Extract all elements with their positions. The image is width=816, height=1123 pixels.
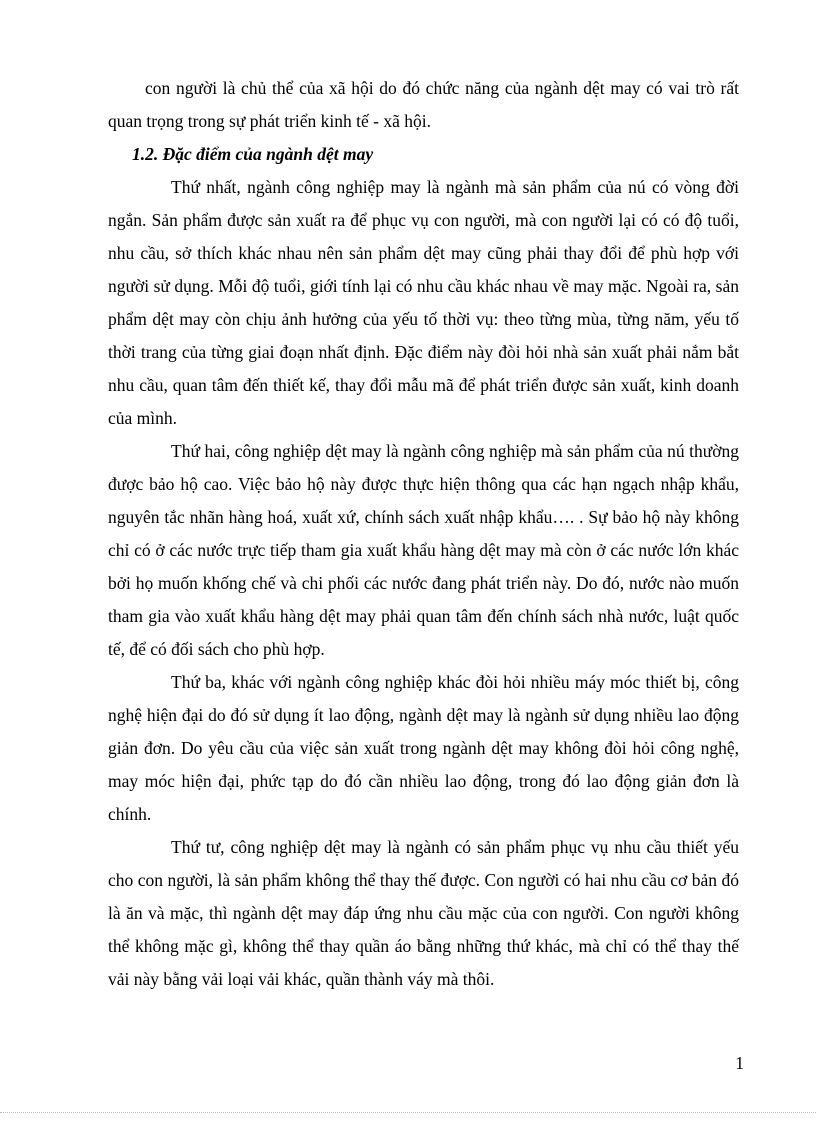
paragraph-1: Thứ nhất, ngành công nghiệp may là ngành mà sản phẩm của nú có vòng đời ngắn. Sản phẩm được sản xuất ra để phục vụ con người, mà con người lại có có độ tuổi, nhu cầu, sở thích khác nhau nên sản phẩm dệt may cũng phải thay đổi để phù hợp với người sử dụng. Mỗi độ tuổi, giới tính lại có nhu cầu khác nhau về may mặc. Ngoài ra, sản phẩm dệt may còn chịu ảnh hưởng của yếu tố thời vụ: theo từng mùa, từng năm, yếu tố thời trang của từng giai đoạn nhất định. Đặc điểm này đòi hỏi nhà sản xuất phải nắm bắt nhu cầu, quan tâm đến thiết kế, thay đổi mẫu mã để phát triển được sản xuất, kinh doanh của mình.	[108, 177, 739, 428]
document-page	[108, 72, 739, 996]
section-heading: 1.2. Đặc điểm của ngành dệt may	[132, 144, 374, 164]
footer-divider	[0, 1112, 816, 1113]
paragraph-4: Thứ tư, công nghiệp dệt may là ngành có sản phẩm phục vụ nhu cầu thiết yếu cho con người, là sản phẩm không thể thay thế được. Con người có hai nhu cầu cơ bản đó là ăn và mặc, thì ngành dệt may đáp ứng nhu cầu mặc của con người. Con người không thể không mặc gì, không thể thay quần áo bằng những thứ khác, mà chỉ có thể thay thế vải này bằng vải loại vải khác, quần thành váy mà thôi.	[108, 837, 739, 989]
page-number: 1	[735, 1053, 744, 1073]
paragraph-3: Thứ ba, khác với ngành công nghiệp khác đòi hỏi nhiều máy móc thiết bị, công nghệ hiện đại do đó sử dụng ít lao động, ngành dệt may là ngành sử dụng nhiều lao động giản đơn. Do yêu cầu của việc sản xuất trong ngành dệt may không đòi hỏi công nghệ, may móc hiện đại, phức tạp do đó cần nhiều lao động, trong đó lao động giản đơn là chính.	[108, 672, 739, 824]
paragraph-2: Thứ hai, công nghiệp dệt may là ngành công nghiệp mà sản phẩm của nú thường được bảo hộ cao. Việc bảo hộ này được thực hiện thông qua các hạn ngạch nhập khẩu, nguyên tắc nhãn hàng hoá, xuất xứ, chính sách xuất nhập khẩu…. . Sự bảo hộ này không chỉ có ở các nước trực tiếp tham gia xuất khẩu hàng dệt may mà còn ở các nước lớn khác bởi họ muốn khống chế và chi phối các nước đang phát triển này. Do đó, nước nào muốn tham gia vào xuất khẩu hàng dệt may phải quan tâm đến chính sách nhà nước, luật quốc tế, để có đối sách cho phù hợp.	[108, 441, 739, 659]
intro-paragraph: con người là chủ thể của xã hội do đó chức năng của ngành dệt may có vai trò rất quan trọng trong sự phát triển kinh tế - xã hội.	[108, 78, 739, 131]
